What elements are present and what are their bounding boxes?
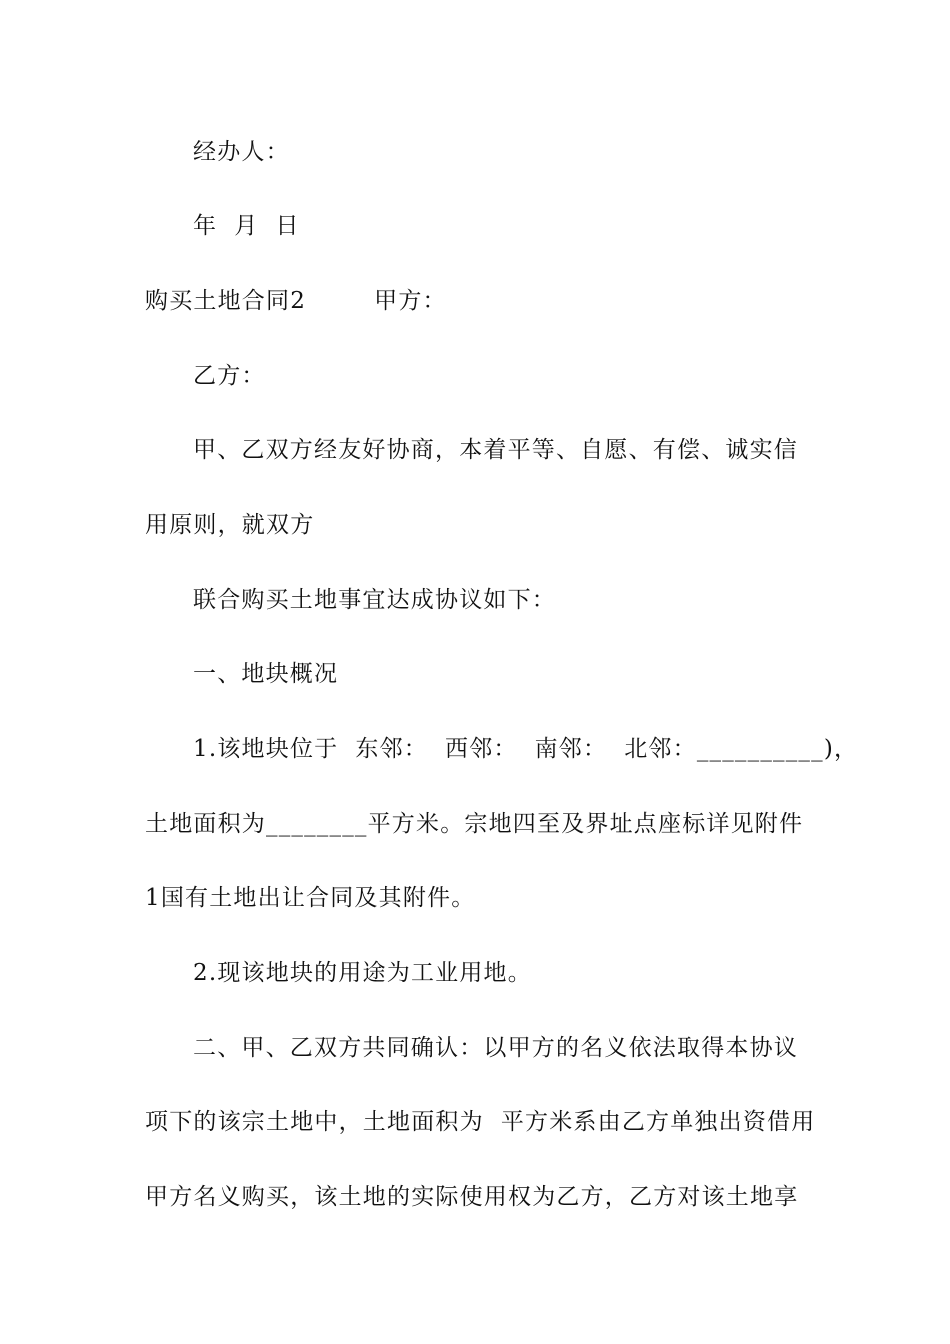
- paragraph-line: 项下的该宗土地中，土地面积为 平方米系由乙方单独出资借用: [145, 1109, 816, 1135]
- paragraph-line: 用原则，就双方: [145, 512, 315, 538]
- section-heading: 一、地块概况: [193, 661, 339, 687]
- paragraph-line: 甲方名义购买，该土地的实际使用权为乙方，乙方对该土地享: [145, 1184, 799, 1210]
- paragraph-line: 2.现该地块的用途为工业用地。: [193, 960, 532, 986]
- section-heading: 二、甲、乙双方共同确认：以甲方的名义依法取得本协议: [193, 1035, 798, 1061]
- date-line: 年 月 日: [193, 213, 300, 239]
- paragraph-line: 1.该地块位于 东邻： 西邻： 南邻： 北邻：__________)，: [193, 736, 859, 762]
- party-b-label: 乙方：: [193, 363, 266, 389]
- handler-label: 经办人：: [193, 139, 290, 165]
- paragraph-line: 1国有土地出让合同及其附件。: [145, 885, 476, 911]
- contract-title-party-a: 购买土地合同2 甲方：: [145, 288, 447, 314]
- paragraph-line: 联合购买土地事宜达成协议如下：: [193, 587, 556, 613]
- paragraph-line: 甲、乙双方经友好协商，本着平等、自愿、有偿、诚实信: [193, 437, 798, 463]
- paragraph-line: 土地面积为________平方米。宗地四至及界址点座标详见附件: [145, 811, 804, 837]
